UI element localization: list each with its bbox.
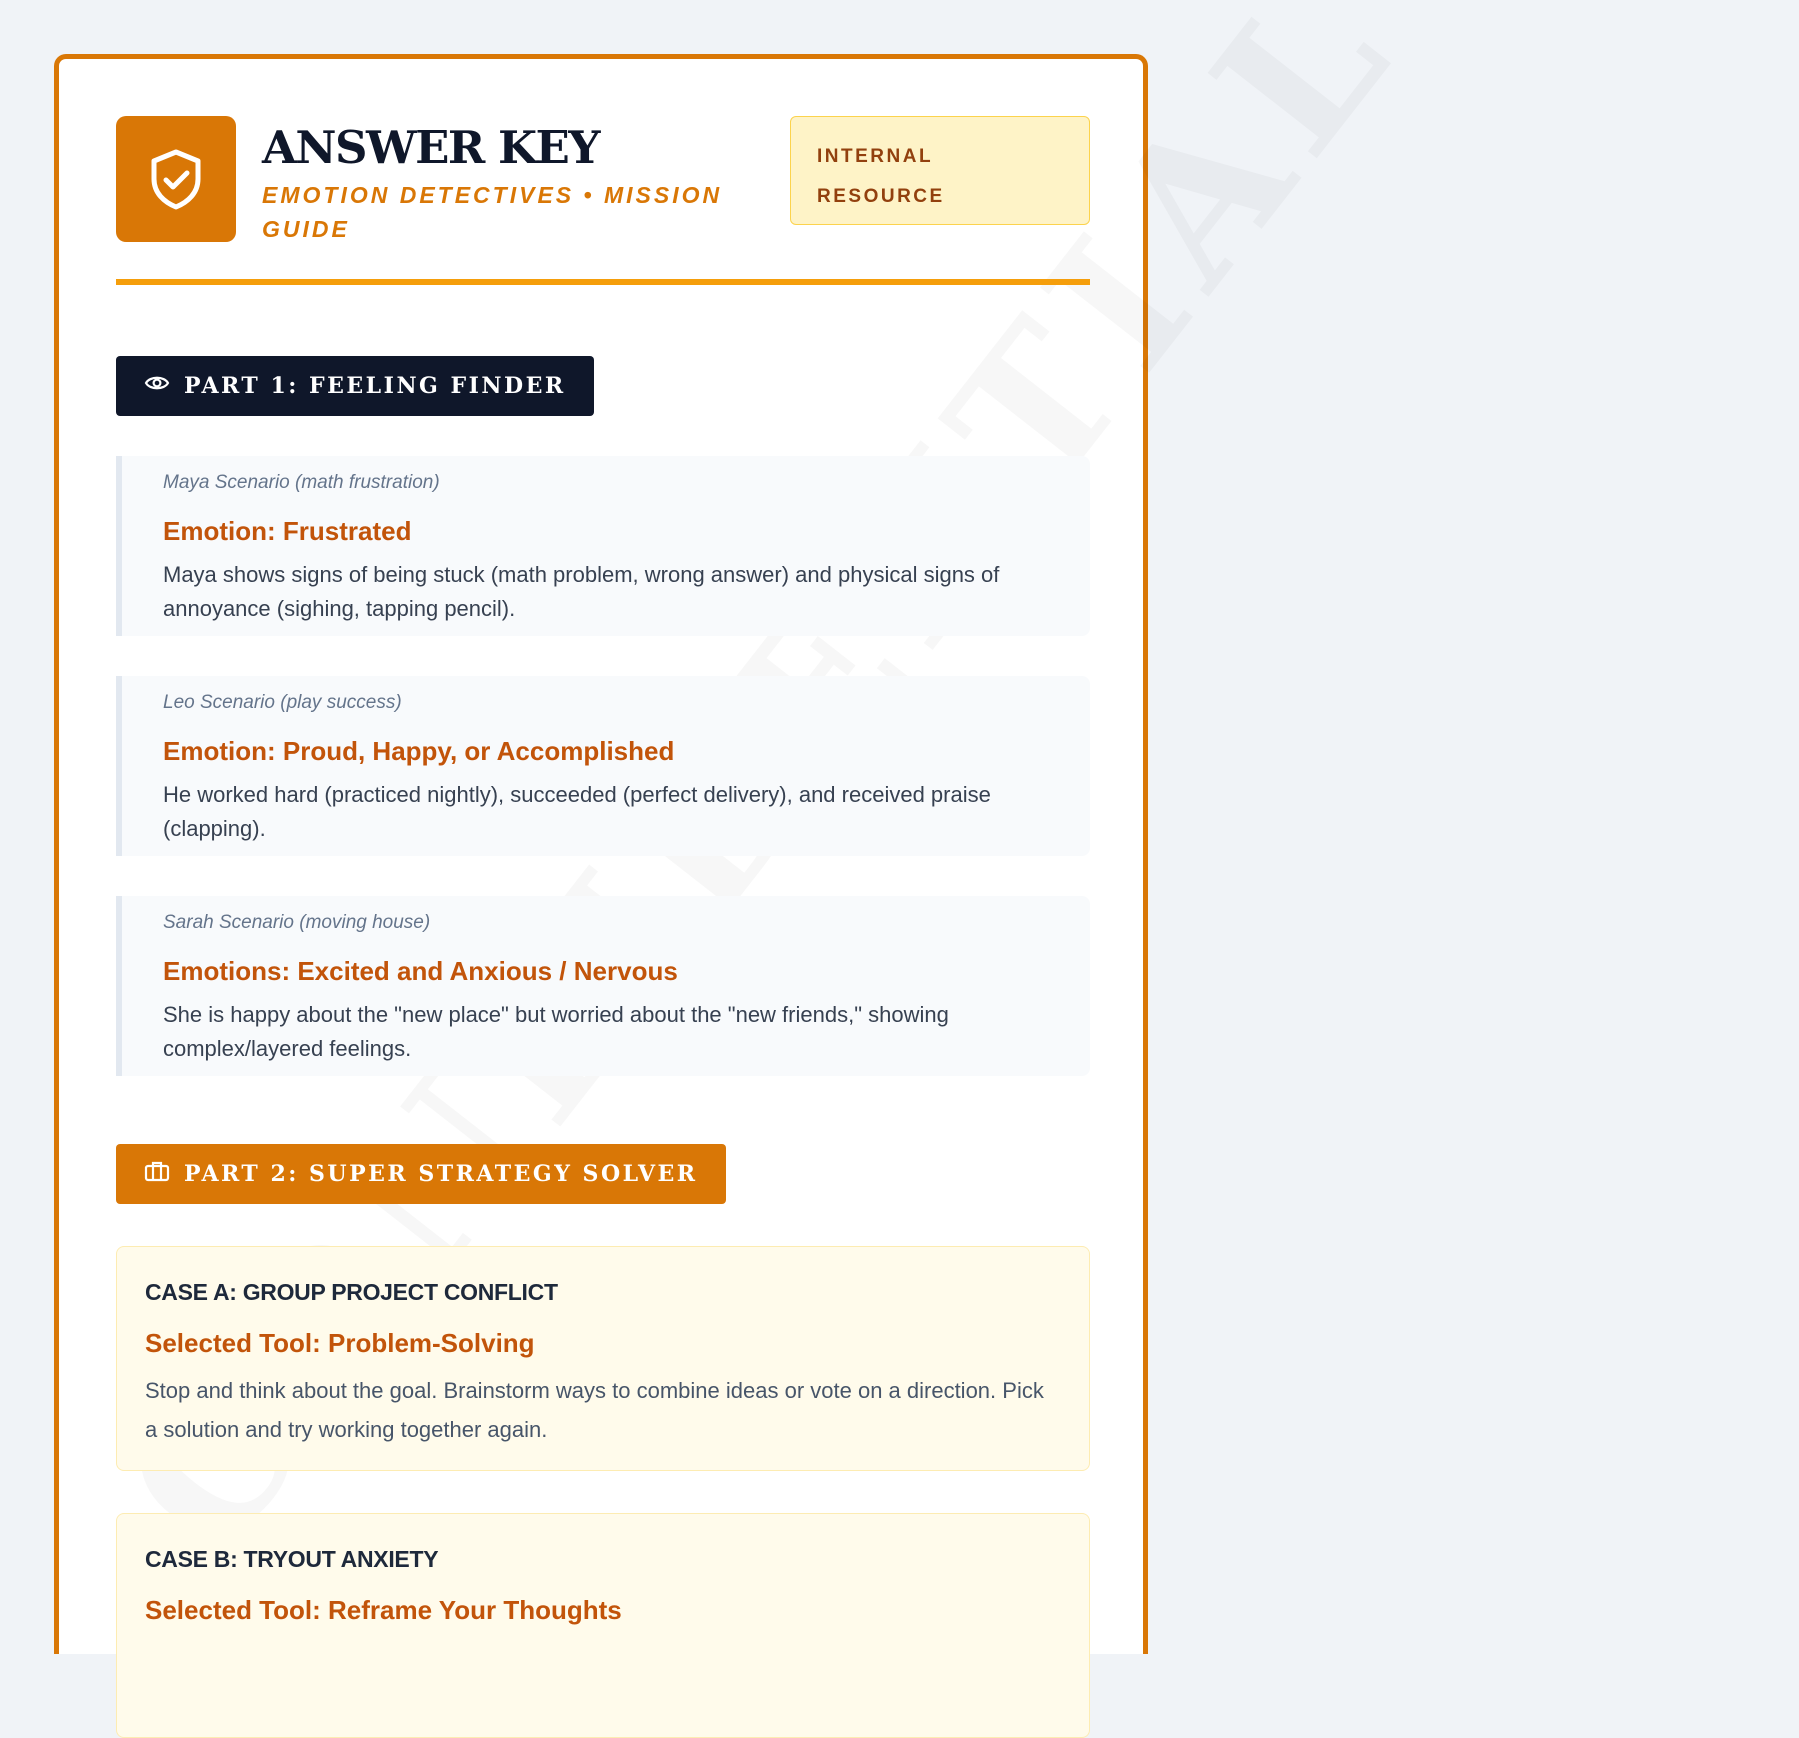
case-title: CASE A: GROUP PROJECT CONFLICT [145,1279,558,1305]
strategy-case-list [116,1246,1090,1738]
case-card [116,1513,1090,1738]
part2-heading-label: PART 2: SUPER STRATEGY SOLVER [184,1161,698,1187]
emotion-explanation: Maya shows signs of being stuck (math problem, wrong answer) and physical signs of annoyance (sighing, tapping pencil). [163,562,1000,621]
eye-icon [144,373,170,399]
emotion-answer: Emotions: Excited and Anxious / Nervous [163,956,678,986]
part2-heading [116,1144,726,1204]
scenario-label: Leo Scenario (play success) [163,692,402,713]
selected-tool: Selected Tool: Reframe Your Thoughts [145,1595,622,1625]
part1-heading [116,356,594,416]
emotion-answer: Emotion: Frustrated [163,516,412,546]
answer-key-card [54,54,1148,1654]
scenario-label: Maya Scenario (math frustration) [163,472,440,493]
emotion-explanation: She is happy about the "new place" but worried about the "new friends," showing complex/layered feelings. [163,1002,949,1061]
internal-resource-badge: INTERNAL RESOURCE [790,116,1090,225]
case-card [116,1246,1090,1471]
scenario-label: Sarah Scenario (moving house) [163,912,431,933]
list-item [116,456,1090,636]
case-title: CASE B: TRYOUT ANXIETY [145,1546,439,1572]
feeling-finder-list [116,456,1090,1076]
part1-heading-label: PART 1: FEELING FINDER [184,373,566,399]
emotion-explanation: He worked hard (practiced nightly), succeeded (perfect delivery), and received praise (clapping). [163,782,991,841]
case-text: Stop and think about the goal. Brainstorm ways to combine ideas or vote on a direction. Pick a solution and try working together again. [145,1378,1044,1442]
page-subtitle: EMOTION DETECTIVES • MISSION GUIDE [262,182,723,242]
list-item [116,676,1090,856]
briefcase-icon [144,1160,170,1188]
emotion-answer: Emotion: Proud, Happy, or Accomplished [163,736,675,766]
card-content [116,116,1090,1738]
selected-tool: Selected Tool: Problem-Solving [145,1328,535,1358]
page-title: ANSWER KEY [262,121,599,174]
shield-check-icon [116,116,236,242]
list-item [116,896,1090,1076]
header-divider [116,279,1090,285]
header [116,116,1090,286]
